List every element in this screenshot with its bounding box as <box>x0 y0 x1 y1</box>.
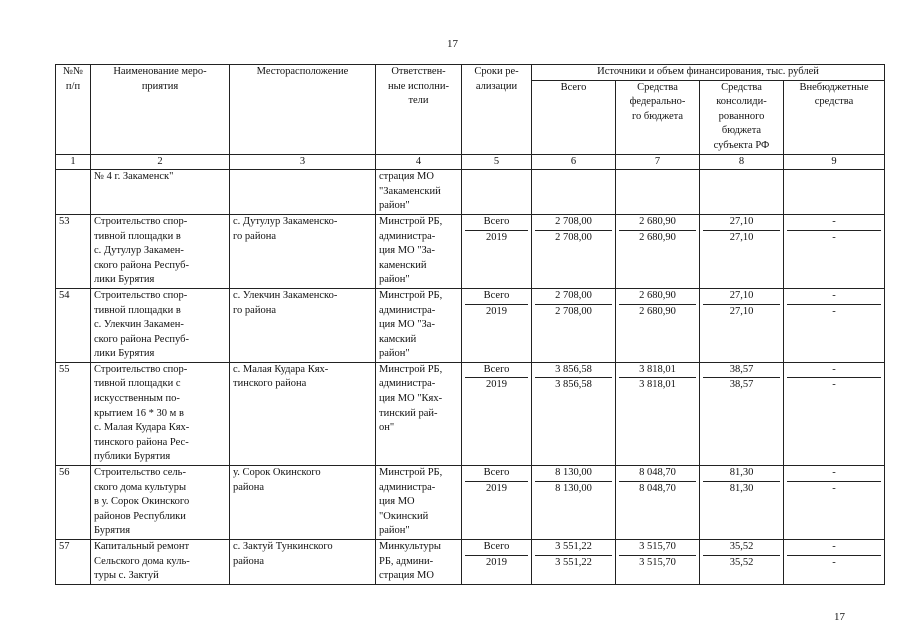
row-total: 2 708,00 2 708,00 <box>532 214 616 288</box>
column-number: 8 <box>700 154 784 170</box>
table-row <box>56 288 885 362</box>
row-number: 55 <box>56 362 91 465</box>
row-total: 8 130,00 8 130,00 <box>532 466 616 540</box>
row-extrabudgetary: - - <box>784 466 885 540</box>
row-regional: 38,57 38,57 <box>700 362 784 465</box>
row-total: 3 856,58 3 856,58 <box>532 362 616 465</box>
row-federal: 3 818,01 3 818,01 <box>616 362 700 465</box>
row-location <box>230 170 376 215</box>
row-total <box>532 170 616 215</box>
header-executors: Ответствен- ные исполни- тели <box>376 65 462 155</box>
row-regional: 35,52 35,52 <box>700 540 784 585</box>
row-location: с. Дутулур Закаменско- го района <box>230 214 376 288</box>
column-number: 6 <box>532 154 616 170</box>
header-period: Сроки ре- ализации <box>462 65 532 155</box>
row-federal: 2 680,90 2 680,90 <box>616 288 700 362</box>
row-executors: Минстрой РБ, администра- ция МО "За- камский район" <box>376 288 462 362</box>
row-regional <box>700 170 784 215</box>
row-period: Всего 2019 <box>462 466 532 540</box>
column-number: 3 <box>230 154 376 170</box>
column-number: 4 <box>376 154 462 170</box>
header-extrabudgetary: Внебюджетные средства <box>784 80 885 154</box>
row-number <box>56 170 91 215</box>
header-location: Месторасположение <box>230 65 376 155</box>
row-federal: 8 048,70 8 048,70 <box>616 466 700 540</box>
header-regional: Средства консолиди- рованного бюджета субъекта РФ <box>700 80 784 154</box>
row-extrabudgetary <box>784 170 885 215</box>
row-regional: 27,10 27,10 <box>700 214 784 288</box>
continuation-row <box>56 170 885 215</box>
column-number: 7 <box>616 154 700 170</box>
row-location: у. Сорок Окинского района <box>230 466 376 540</box>
row-location: с. Улекчин Закаменско- го района <box>230 288 376 362</box>
row-federal: 2 680,90 2 680,90 <box>616 214 700 288</box>
row-executors: Минкультуры РБ, админи- страция МО <box>376 540 462 585</box>
row-name: Строительство спор- тивной площадки с искусственным по- крытием 16 * 30 м в с. Малая Кудара Кях- тинского района Рес- публики Бурятия <box>91 362 230 465</box>
table-header <box>56 65 885 170</box>
row-extrabudgetary: - - <box>784 362 885 465</box>
row-total: 2 708,00 2 708,00 <box>532 288 616 362</box>
row-executors: Минстрой РБ, администра- ция МО "За- каменский район" <box>376 214 462 288</box>
page-number-bottom: 17 <box>834 611 845 623</box>
header-number: №№ п/п <box>56 65 91 155</box>
header-financing-group: Источники и объем финансирования, тыс. рублей <box>532 65 885 81</box>
row-total: 3 551,22 3 551,22 <box>532 540 616 585</box>
row-executors: Минстрой РБ, администра- ция МО "Кях- тинский рай- он" <box>376 362 462 465</box>
row-executors: Минстрой РБ, администра- ция МО "Окинский район" <box>376 466 462 540</box>
header-federal: Средства федерально- го бюджета <box>616 80 700 154</box>
row-period: Всего 2019 <box>462 214 532 288</box>
page-number-top: 17 <box>447 38 458 50</box>
column-number: 9 <box>784 154 885 170</box>
column-number: 5 <box>462 154 532 170</box>
row-extrabudgetary: - - <box>784 214 885 288</box>
row-name: Строительство сель- ского дома культуры в у. Сорок Окинского районов Республики Бурятия <box>91 466 230 540</box>
header-total: Всего <box>532 80 616 154</box>
row-federal: 3 515,70 3 515,70 <box>616 540 700 585</box>
column-number: 1 <box>56 154 91 170</box>
row-name: Строительство спор- тивной площадки в с. Улекчин Закамен- ского района Респуб- лики Бурятия <box>91 288 230 362</box>
row-number: 53 <box>56 214 91 288</box>
column-number: 2 <box>91 154 230 170</box>
table-row <box>56 362 885 465</box>
row-location: с. Зактуй Тункинского района <box>230 540 376 585</box>
financing-table <box>55 64 885 585</box>
row-period: Всего 2019 <box>462 288 532 362</box>
row-name: Капитальный ремонт Сельского дома куль- туры с. Зактуй <box>91 540 230 585</box>
row-period: Всего 2019 <box>462 540 532 585</box>
row-regional: 81,30 81,30 <box>700 466 784 540</box>
row-federal <box>616 170 700 215</box>
row-regional: 27,10 27,10 <box>700 288 784 362</box>
row-number: 56 <box>56 466 91 540</box>
table-body <box>56 170 885 585</box>
row-executors: страция МО "Закаменский район" <box>376 170 462 215</box>
row-extrabudgetary: - - <box>784 540 885 585</box>
table-row <box>56 466 885 540</box>
row-period: Всего 2019 <box>462 362 532 465</box>
row-number: 54 <box>56 288 91 362</box>
row-period <box>462 170 532 215</box>
row-location: с. Малая Кудара Кях- тинского района <box>230 362 376 465</box>
row-name: № 4 г. Закаменск" <box>91 170 230 215</box>
row-extrabudgetary: - - <box>784 288 885 362</box>
table-row <box>56 540 885 585</box>
table-row <box>56 214 885 288</box>
column-number-row <box>56 154 885 170</box>
row-name: Строительство спор- тивной площадки в с. Дутулур Закамен- ского района Респуб- лики Бурятия <box>91 214 230 288</box>
row-number: 57 <box>56 540 91 585</box>
header-name: Наименование меро- приятия <box>91 65 230 155</box>
